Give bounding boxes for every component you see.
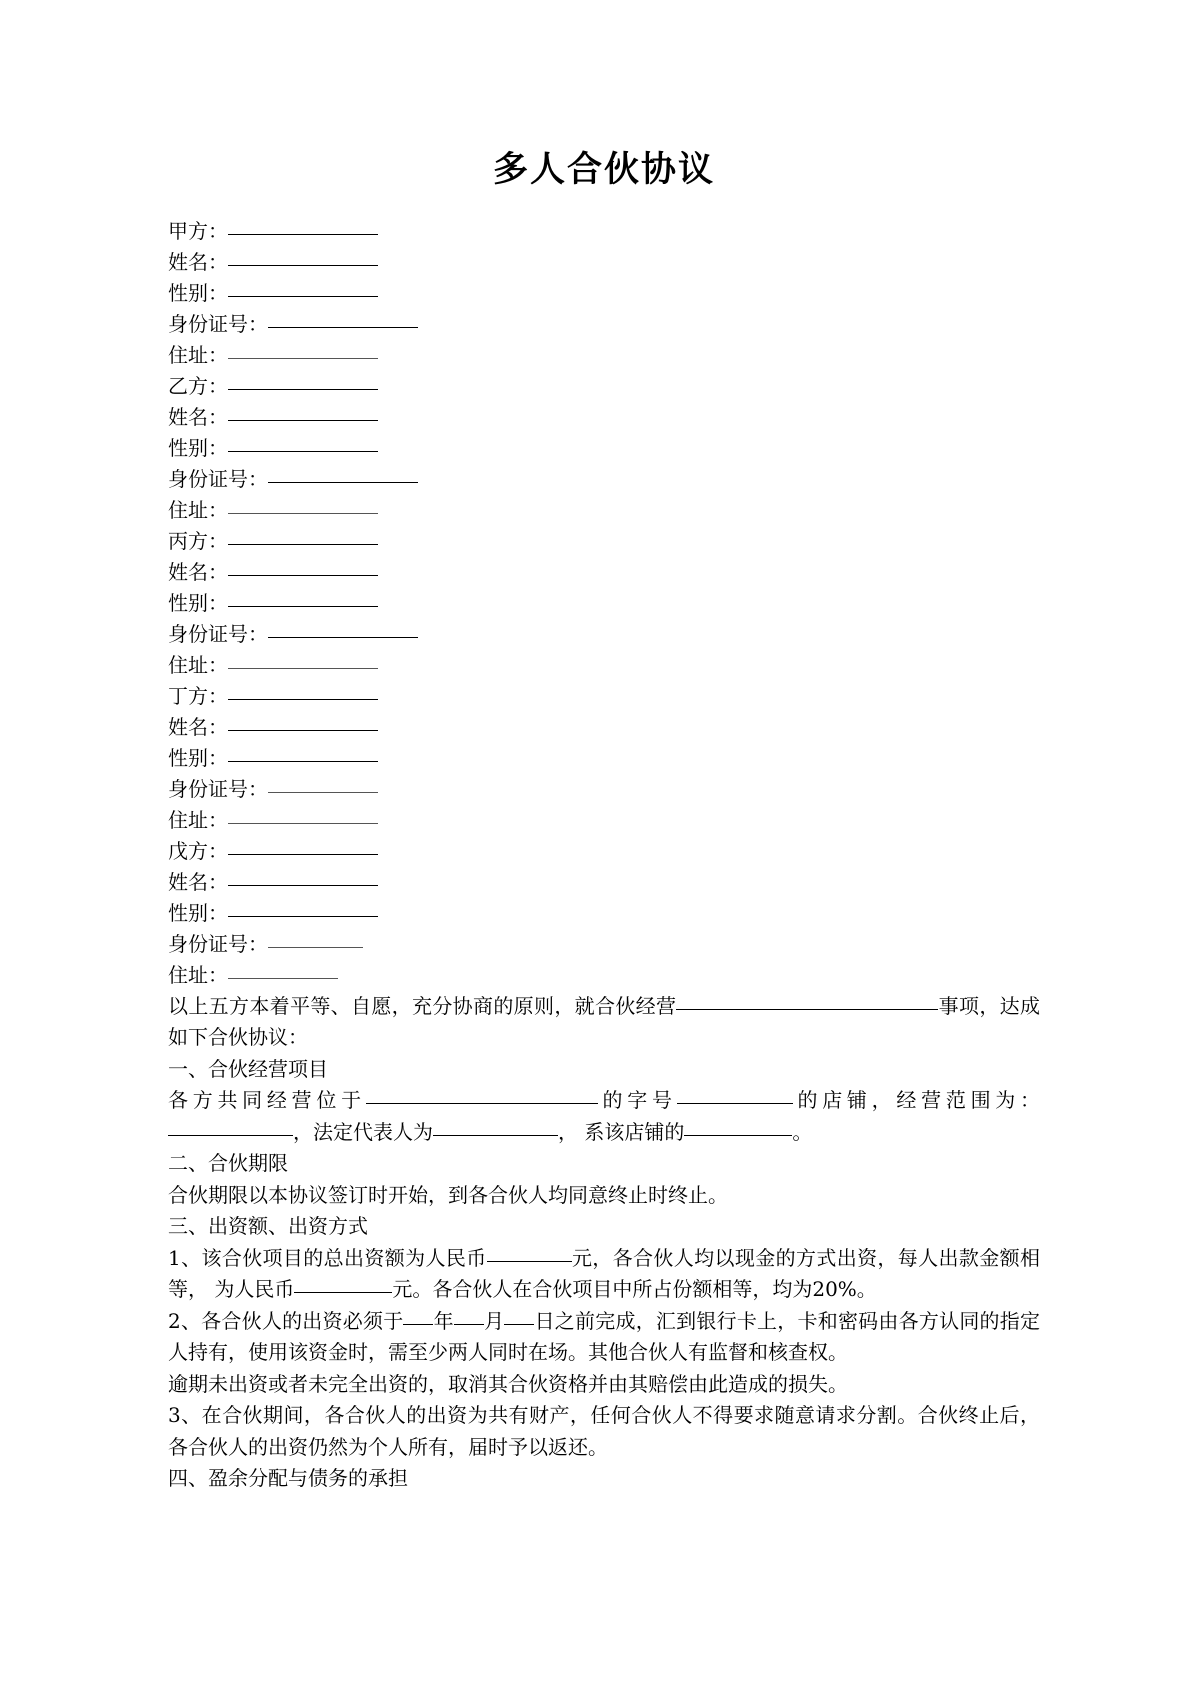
blank-input-address[interactable] — [228, 651, 378, 669]
blank-input-per-person-capital[interactable] — [294, 1275, 392, 1293]
field-label: 丙方： — [168, 528, 228, 553]
para-segment: 。 — [792, 1119, 813, 1144]
para-segment: 日之前完成，汇到银行卡上，卡和密码由各方认同的指定人持有，使用该资金时，需至少两人同时在场。其他合伙人有监督和核查权。 — [168, 1308, 1040, 1364]
field-label: 身份证号： — [168, 621, 268, 646]
field-label: 住址： — [168, 342, 228, 367]
field-label: 性别： — [168, 590, 228, 615]
field-gender — [168, 743, 1040, 774]
blank-input-gender[interactable] — [228, 589, 378, 607]
blank-input-day[interactable] — [504, 1307, 534, 1325]
field-id-number — [168, 774, 1040, 805]
para-segment: 1、该合伙项目的总出资额为人民币 — [168, 1245, 487, 1270]
field-label: 身份证号： — [168, 776, 268, 801]
blank-input-name[interactable] — [228, 868, 378, 886]
blank-input-address[interactable] — [228, 961, 338, 979]
blank-input-party[interactable] — [228, 837, 378, 855]
section-1-paragraph — [168, 1085, 1040, 1148]
field-label: 住址： — [168, 497, 228, 522]
field-label: 住址： — [168, 652, 228, 677]
field-id-number — [168, 619, 1040, 650]
field-party-label — [168, 216, 1040, 247]
field-label: 乙方： — [168, 373, 228, 398]
field-gender — [168, 278, 1040, 309]
field-party-label — [168, 526, 1040, 557]
field-label: 性别： — [168, 435, 228, 460]
field-party-label — [168, 836, 1040, 867]
blank-input-id[interactable] — [268, 310, 418, 328]
party-block-yi — [168, 371, 1040, 526]
blank-input-gender[interactable] — [228, 744, 378, 762]
blank-input-party[interactable] — [228, 217, 378, 235]
blank-input-year[interactable] — [403, 1307, 433, 1325]
field-party-label — [168, 371, 1040, 402]
blank-input-name[interactable] — [228, 248, 378, 266]
blank-input-total-capital[interactable] — [487, 1244, 572, 1262]
field-label: 住址： — [168, 807, 228, 832]
field-name — [168, 402, 1040, 433]
party-block-bing — [168, 526, 1040, 681]
blank-input-scope[interactable] — [168, 1118, 293, 1136]
field-name — [168, 557, 1040, 588]
page-title: 多人合伙协议 — [492, 150, 715, 190]
preamble-paragraph — [168, 991, 1040, 1054]
blank-input-name[interactable] — [228, 713, 378, 731]
blank-input-id[interactable] — [268, 465, 418, 483]
blank-input-id[interactable] — [268, 930, 363, 948]
para-segment: 的店铺，经营范围为： — [792, 1088, 1041, 1112]
field-address — [168, 960, 1040, 991]
para-segment: 的字号 — [597, 1088, 677, 1112]
field-address — [168, 340, 1040, 371]
section-heading-2: 二、合伙期限 — [168, 1151, 288, 1175]
para-segment: 年 — [433, 1308, 454, 1333]
blank-input-address[interactable] — [228, 806, 378, 824]
section-heading-1: 一、合伙经营项目 — [168, 1056, 328, 1081]
preamble-text-part1: 以上五方本着平等、自愿，充分协商的原则，就合伙经营 — [168, 993, 677, 1018]
blank-input-party[interactable] — [228, 372, 378, 390]
blank-input-id[interactable] — [268, 775, 378, 793]
para-segment: 各方共同经营位于 — [168, 1088, 366, 1112]
section-3-clause-1 — [168, 1243, 1040, 1306]
para-segment: 月 — [483, 1308, 505, 1333]
field-party-label — [168, 681, 1040, 712]
field-label: 姓名： — [168, 249, 228, 274]
field-name — [168, 247, 1040, 278]
blank-input-shop-location[interactable] — [366, 1086, 598, 1104]
field-label: 性别： — [168, 280, 228, 305]
section-heading-3: 三、出资额、出资方式 — [168, 1214, 368, 1238]
field-address — [168, 495, 1040, 526]
field-label: 身份证号： — [168, 931, 268, 956]
para-segment: 元，各合伙人均以现金的方式出资，每人出款金额相等， 为人民币 — [168, 1245, 1040, 1301]
section-2-paragraph: 合伙期限以本协议签订时开始，到各合伙人均同意终止时终止。 — [168, 1182, 728, 1207]
field-id-number — [168, 464, 1040, 495]
section-3-clause-3: 3、在合伙期间，各合伙人的出资为共有财产，任何合伙人不得要求随意请求分割。合伙终止后，各合伙人的出资仍然为个人所有，届时予以返还。 — [168, 1403, 1040, 1459]
blank-input-business-scope[interactable] — [676, 992, 938, 1010]
field-label: 性别： — [168, 745, 228, 770]
section-heading-4: 四、盈余分配与债务的承担 — [168, 1466, 408, 1490]
field-label: 戊方： — [168, 838, 228, 863]
blank-input-gender[interactable] — [228, 434, 378, 452]
field-label: 性别： — [168, 900, 228, 925]
para-segment: 2、各合伙人的出资必须于 — [168, 1308, 404, 1333]
field-id-number — [168, 929, 1040, 960]
blank-input-name[interactable] — [228, 558, 378, 576]
field-gender — [168, 433, 1040, 464]
field-label: 丁方： — [168, 683, 228, 708]
blank-input-shop-name[interactable] — [677, 1086, 793, 1104]
section-3-overdue-note: 逾期未出资或者未完全出资的，取消其合伙资格并由其赔偿由此造成的损失。 — [168, 1371, 848, 1396]
field-address — [168, 805, 1040, 836]
para-segment: ， 系该店铺的 — [558, 1119, 685, 1144]
blank-input-name[interactable] — [228, 403, 378, 421]
field-label: 身份证号： — [168, 311, 268, 336]
field-label: 甲方： — [168, 218, 228, 243]
party-block-wu — [168, 836, 1040, 991]
field-gender — [168, 588, 1040, 619]
blank-input-party[interactable] — [228, 682, 378, 700]
para-segment: ，法定代表人为 — [293, 1119, 433, 1144]
blank-input-gender[interactable] — [228, 899, 378, 917]
blank-input-shop-role[interactable] — [684, 1118, 792, 1136]
party-block-jia — [168, 216, 1040, 371]
field-label: 身份证号： — [168, 466, 268, 491]
field-name — [168, 867, 1040, 898]
blank-input-id[interactable] — [268, 620, 418, 638]
blank-input-address[interactable] — [228, 341, 378, 359]
field-address — [168, 650, 1040, 681]
section-3-clause-2 — [168, 1306, 1040, 1369]
blank-input-legal-rep[interactable] — [433, 1118, 558, 1136]
blank-input-gender[interactable] — [228, 279, 378, 297]
field-label: 姓名： — [168, 404, 228, 429]
blank-input-address[interactable] — [228, 496, 378, 514]
party-block-ding — [168, 681, 1040, 836]
field-label: 姓名： — [168, 714, 228, 739]
field-label: 住址： — [168, 962, 228, 987]
para-segment: 元。各合伙人在合伙项目中所占份额相等，均为20%。 — [392, 1277, 877, 1301]
blank-input-month[interactable] — [454, 1307, 484, 1325]
blank-input-party[interactable] — [228, 527, 378, 545]
field-id-number — [168, 309, 1040, 340]
preamble-text-part2: 事项，达成如下合伙协议： — [168, 993, 1041, 1049]
field-label: 姓名： — [168, 559, 228, 584]
field-gender — [168, 898, 1040, 929]
field-name — [168, 712, 1040, 743]
field-label: 姓名： — [168, 869, 228, 894]
